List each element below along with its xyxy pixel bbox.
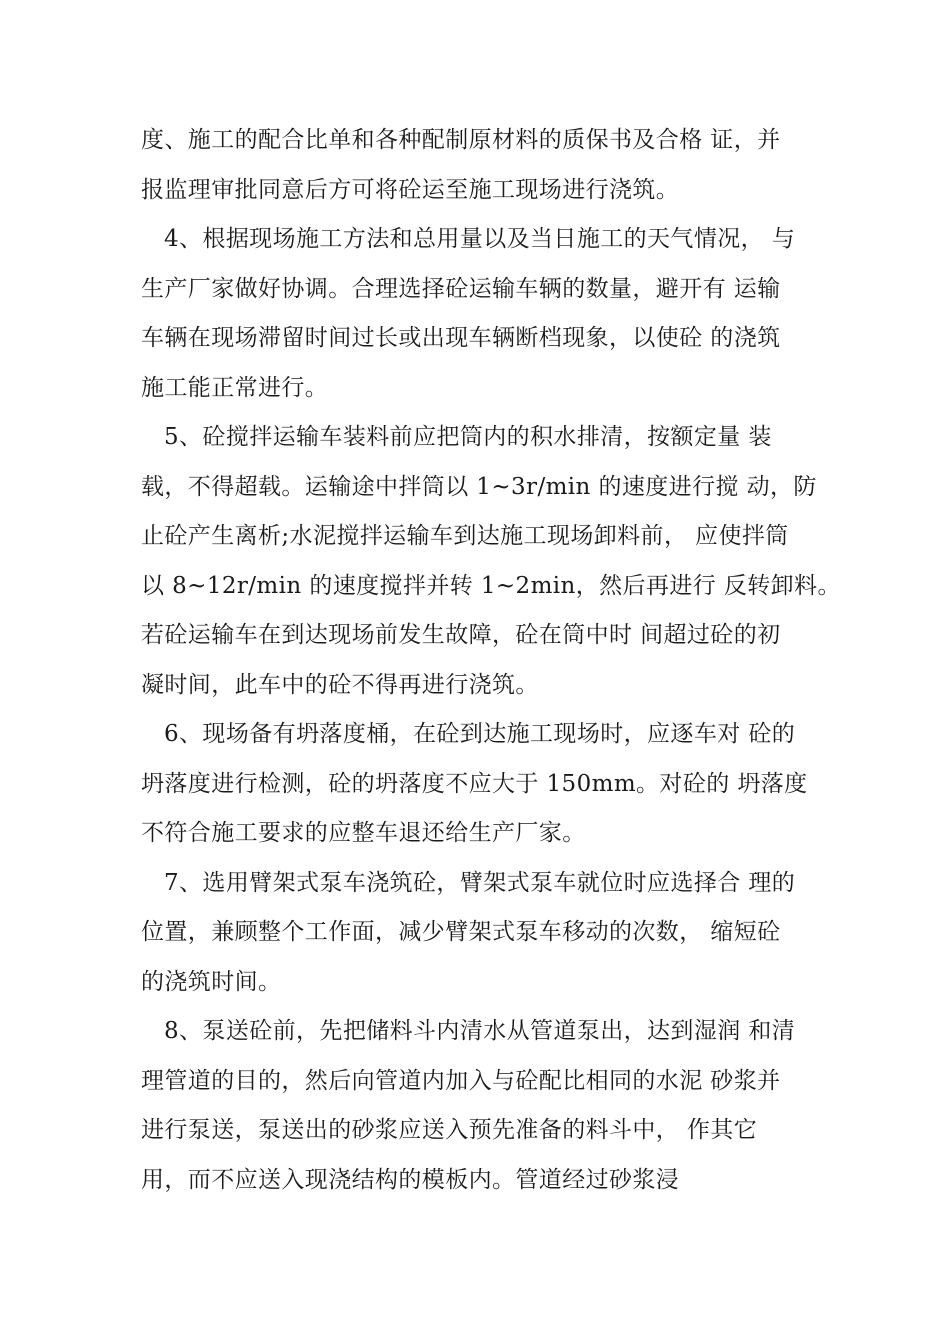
text-line: 4、根据现场施工方法和总用量以及当日施工的天气情况， 与 <box>164 226 796 252</box>
paragraph-item-8 <box>141 1007 831 1205</box>
paragraph-item-5 <box>141 413 841 710</box>
text-line: 车辆在现场滞留时间过长或出现车辆断档现象，以使砼 的浇筑 <box>141 325 781 351</box>
text-line: 载，不得超载。运输途中拌筒以 1~3r/min 的速度进行搅 动，防 <box>141 473 817 500</box>
text-line: 度、施工的配合比单和各种配制原材料的质保书及合格 证，并 <box>141 127 781 153</box>
text-line: 坍落度进行检测，砼的坍落度不应大于 150mm。对砼的 坍落度 <box>141 770 808 797</box>
text-line: 理管道的目的，然后向管道内加入与砼配比相同的水泥 砂浆并 <box>141 1067 781 1094</box>
text-line: 凝时间，此车中的砼不得再进行浇筑。 <box>141 671 539 698</box>
paragraph-item-4 <box>141 215 831 413</box>
text-line: 不符合施工要求的应整车退还给生产厂家。 <box>141 820 586 846</box>
paragraph-continued <box>141 116 831 215</box>
paragraph-item-6 <box>141 710 831 859</box>
text-line: 生产厂家做好协调。合理选择砼运输车辆的数量，避开有 运输 <box>141 275 781 302</box>
paragraph-item-7 <box>141 859 831 1008</box>
text-line: 的浇筑时间。 <box>141 968 282 995</box>
text-line: 报监理审批同意后方可将砼运至施工现场进行浇筑。 <box>141 176 680 203</box>
text-line: 位置，兼顾整个工作面，减少臂架式泵车移动的次数， 缩短砼 <box>141 919 781 945</box>
text-line: 7、选用臂架式泵车浇筑砼，臂架式泵车就位时应选择合 理的 <box>164 869 796 896</box>
text-line: 以 8~12r/min 的速度搅拌并转 1~2min，然后再进行 反转卸料。 <box>141 572 841 599</box>
text-line: 止砼产生离析;水泥搅拌运输车到达施工现场卸料前， 应使拌筒 <box>141 523 789 549</box>
text-line: 若砼运输车在到达现场前发生故障，砼在筒中时 间超过砼的初 <box>141 622 781 648</box>
text-line: 6、现场备有坍落度桶，在砼到达施工现场时，应逐车对 砼的 <box>164 721 796 747</box>
document-body <box>141 116 841 1205</box>
text-line: 5、砼搅拌运输车装料前应把筒内的积水排清，按额定量 装 <box>164 424 772 450</box>
text-line: 施工能正常进行。 <box>141 374 329 401</box>
text-line: 8、泵送砼前，先把储料斗内清水从管道泵出，达到湿润 和清 <box>164 1018 796 1044</box>
text-line: 用，而不应送入现浇结构的模板内。管道经过砂浆浸 <box>141 1166 680 1193</box>
text-line: 进行泵送，泵送出的砂浆应送入预先准备的料斗中， 作其它 <box>141 1117 758 1143</box>
